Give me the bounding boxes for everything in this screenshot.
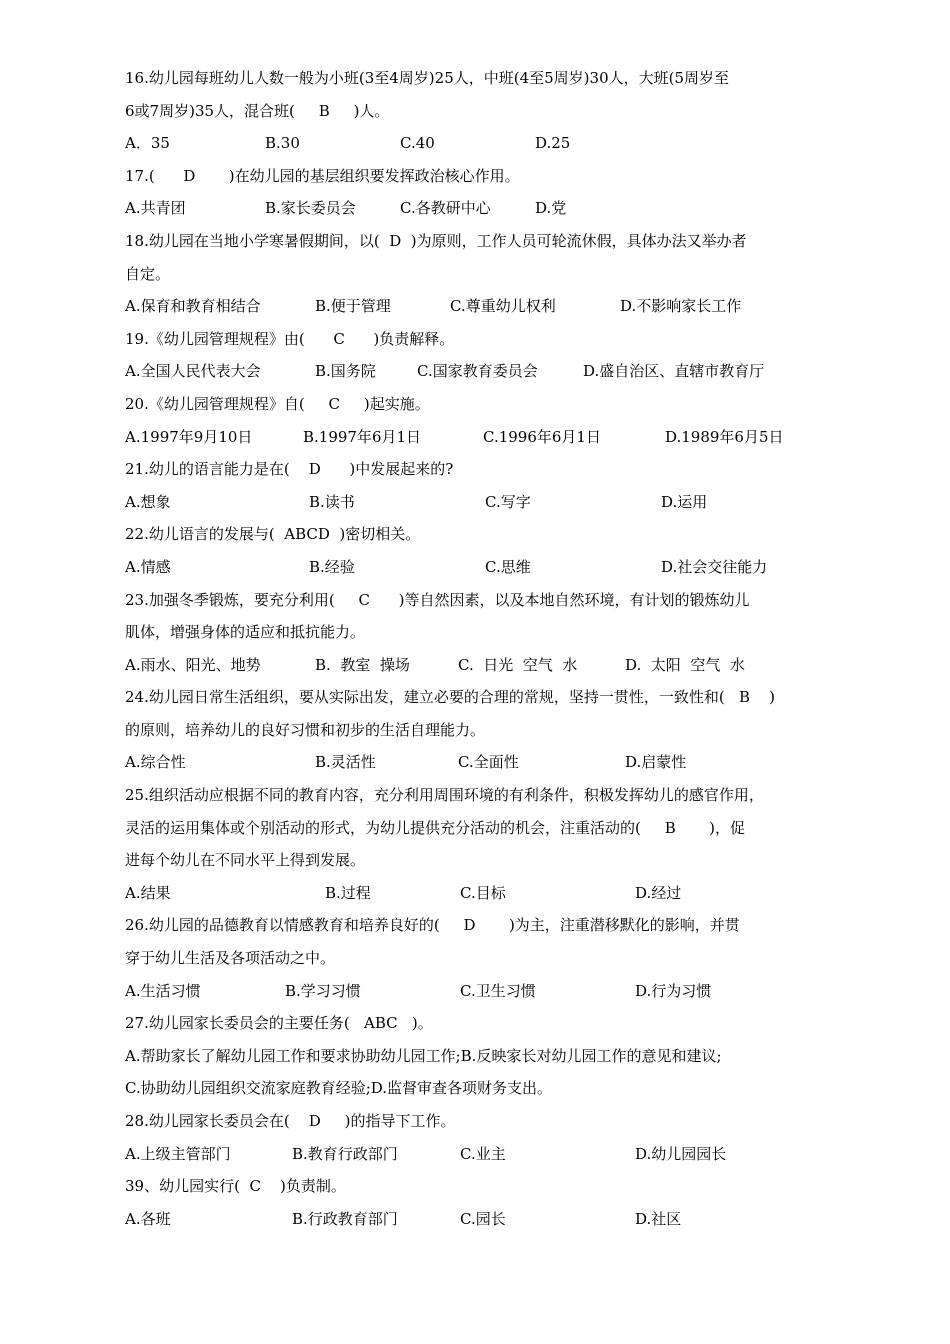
option-b: B.家长委员会 [265, 199, 356, 218]
question-text-line: 25.组织活动应根据不同的教育内容，充分利用周围环境的有利条件，积极发挥幼儿的感官作用， [125, 786, 764, 805]
option-a: A.1997年9月10日 [125, 427, 253, 446]
question-text-line: C.协助幼儿园组织交流家庭教育经验;D.监督审查各项财务支出。 [125, 1079, 553, 1098]
question-text-line: 17.( D )在幼儿园的基层组织要发挥政治核心作用。 [125, 166, 520, 185]
question-block [125, 62, 840, 160]
options-row [125, 192, 840, 225]
question-block [125, 584, 840, 682]
option-c: C.国家教育委员会 [417, 362, 538, 381]
question-text-line: 23.加强冬季锻炼，要充分利用( C )等自然因素，以及本地自然环境，有计划的锻炼幼儿 [125, 590, 750, 609]
option-a: A.情感 [125, 557, 171, 576]
question-text-line: 肌体，增强身体的适应和抵抗能力。 [125, 623, 366, 642]
option-d: D.社会交往能力 [661, 557, 768, 576]
option-d: D.经过 [635, 883, 682, 902]
question-block [125, 160, 840, 225]
option-c: C.40 [400, 134, 435, 153]
option-b: B.便于管理 [315, 297, 391, 316]
option-a: A.共青团 [125, 199, 186, 218]
option-b: B.国务院 [315, 362, 376, 381]
question-text-line: 18.幼儿园在当地小学寒暑假期间，以( D )为原则，工作人员可轮流休假，具体办法又举办者 [125, 231, 747, 250]
option-d: D.社区 [635, 1209, 682, 1228]
option-d: D.启蒙性 [625, 753, 687, 772]
option-d: D.运用 [661, 492, 708, 511]
option-b: B.读书 [309, 492, 355, 511]
question-block [125, 388, 840, 453]
question-block [125, 1105, 840, 1170]
option-d: D.25 [535, 134, 571, 153]
option-d: D.盛自治区、直辖市教育厅 [583, 362, 765, 381]
option-c: C.1996年6月1日 [483, 427, 601, 446]
option-c: C. 日光 空气 水 [458, 655, 578, 674]
option-a: A.结果 [125, 883, 171, 902]
option-d: D.不影响家长工作 [620, 297, 742, 316]
question-text-line: 进每个幼儿在不同水平上得到发展。 [125, 851, 366, 870]
option-c: C.写字 [485, 492, 531, 511]
question-block [125, 323, 840, 388]
option-c: C.业主 [460, 1144, 506, 1163]
options-row [125, 290, 840, 323]
question-block [125, 681, 840, 779]
options-row [125, 877, 840, 910]
question-block [125, 909, 840, 1007]
question-text-line: 20.《幼儿园管理规程》自( C )起实施。 [125, 394, 430, 413]
question-block [125, 779, 840, 909]
question-block [125, 225, 840, 323]
question-text-line: 19.《幼儿园管理规程》由( C )负责解释。 [125, 329, 455, 348]
question-text-line: 的原则，培养幼儿的良好习惯和初步的生活自理能力。 [125, 720, 486, 739]
option-c: C.思维 [485, 557, 531, 576]
option-b: B.教育行政部门 [292, 1144, 398, 1163]
option-d: D.党 [535, 199, 567, 218]
question-text-line: 21.幼儿的语言能力是在( D )中发展起来的? [125, 460, 454, 479]
option-b: B. 教室 操场 [315, 655, 410, 674]
document-page [125, 62, 840, 1235]
option-d: D.1989年6月5日 [665, 427, 784, 446]
option-c: C.卫生习惯 [460, 981, 536, 1000]
question-block [125, 1170, 840, 1235]
options-row [125, 1203, 840, 1236]
option-c: C.目标 [460, 883, 506, 902]
options-row [125, 551, 840, 584]
question-text-line: 39、幼儿园实行( C )负责制。 [125, 1177, 346, 1196]
question-block [125, 518, 840, 583]
question-text-line: 22.幼儿语言的发展与( ABCD )密切相关。 [125, 525, 421, 544]
options-row [125, 975, 840, 1008]
option-b: B.学习习惯 [285, 981, 361, 1000]
options-row [125, 127, 840, 160]
option-d: D. 太阳 空气 水 [625, 655, 745, 674]
option-a: A.雨水、阳光、地势 [125, 655, 261, 674]
option-b: B.1997年6月1日 [303, 427, 422, 446]
option-a: A.上级主管部门 [125, 1144, 231, 1163]
options-row [125, 649, 840, 682]
option-b: B.30 [265, 134, 300, 153]
option-b: B.灵活性 [315, 753, 376, 772]
option-a: A.保育和教育相结合 [125, 297, 261, 316]
question-text-line: A.帮助家长了解幼儿园工作和要求协助幼儿园工作;B.反映家长对幼儿园工作的意见和建议; [125, 1046, 722, 1065]
option-c: C.全面性 [458, 753, 519, 772]
option-a: A.全国人民代表大会 [125, 362, 261, 381]
question-text-line: 27.幼儿园家长委员会的主要任务( ABC )。 [125, 1014, 433, 1033]
options-row [125, 1138, 840, 1171]
option-b: B.行政教育部门 [292, 1209, 398, 1228]
option-c: C.各教研中心 [400, 199, 491, 218]
options-row [125, 355, 840, 388]
question-text-line: 6或7周岁)35人，混合班( B )人。 [125, 101, 390, 120]
question-text-line: 28.幼儿园家长委员会在( D )的指导下工作。 [125, 1112, 456, 1130]
option-b: B.经验 [309, 557, 355, 576]
option-c: C.园长 [460, 1209, 506, 1228]
options-row [125, 746, 840, 779]
question-block [125, 453, 840, 518]
option-a: A.生活习惯 [125, 981, 201, 1000]
option-a: A.综合性 [125, 753, 186, 772]
question-text-line: 26.幼儿园的品德教育以情感教育和培养良好的( D )为主，注重潜移默化的影响，并贯 [125, 916, 740, 935]
option-a: A.想象 [125, 492, 171, 511]
option-d: D.行为习惯 [635, 981, 712, 1000]
question-text-line: 24.幼儿园日常生活组织，要从实际出发，建立必要的合理的常规，坚持一贯性，一致性和( B ) [125, 688, 775, 707]
option-d: D.幼儿园园长 [635, 1144, 727, 1163]
option-a: A.各班 [125, 1209, 171, 1228]
question-block [125, 1007, 840, 1105]
question-text-line: 16.幼儿园每班幼儿人数一般为小班(3至4周岁)25人，中班(4至5周岁)30人，大班(5周岁至 [125, 69, 730, 87]
question-text-line: 灵活的运用集体或个别活动的形式，为幼儿提供充分活动的机会，注重活动的( B )，促 [125, 818, 745, 837]
question-text-line: 自定。 [125, 264, 171, 283]
option-c: C.尊重幼儿权利 [450, 297, 556, 316]
option-a: A．35 [125, 134, 170, 153]
option-b: B.过程 [325, 883, 371, 902]
question-text-line: 穿于幼儿生活及各项活动之中。 [125, 949, 336, 968]
options-row [125, 486, 840, 519]
options-row [125, 421, 840, 454]
